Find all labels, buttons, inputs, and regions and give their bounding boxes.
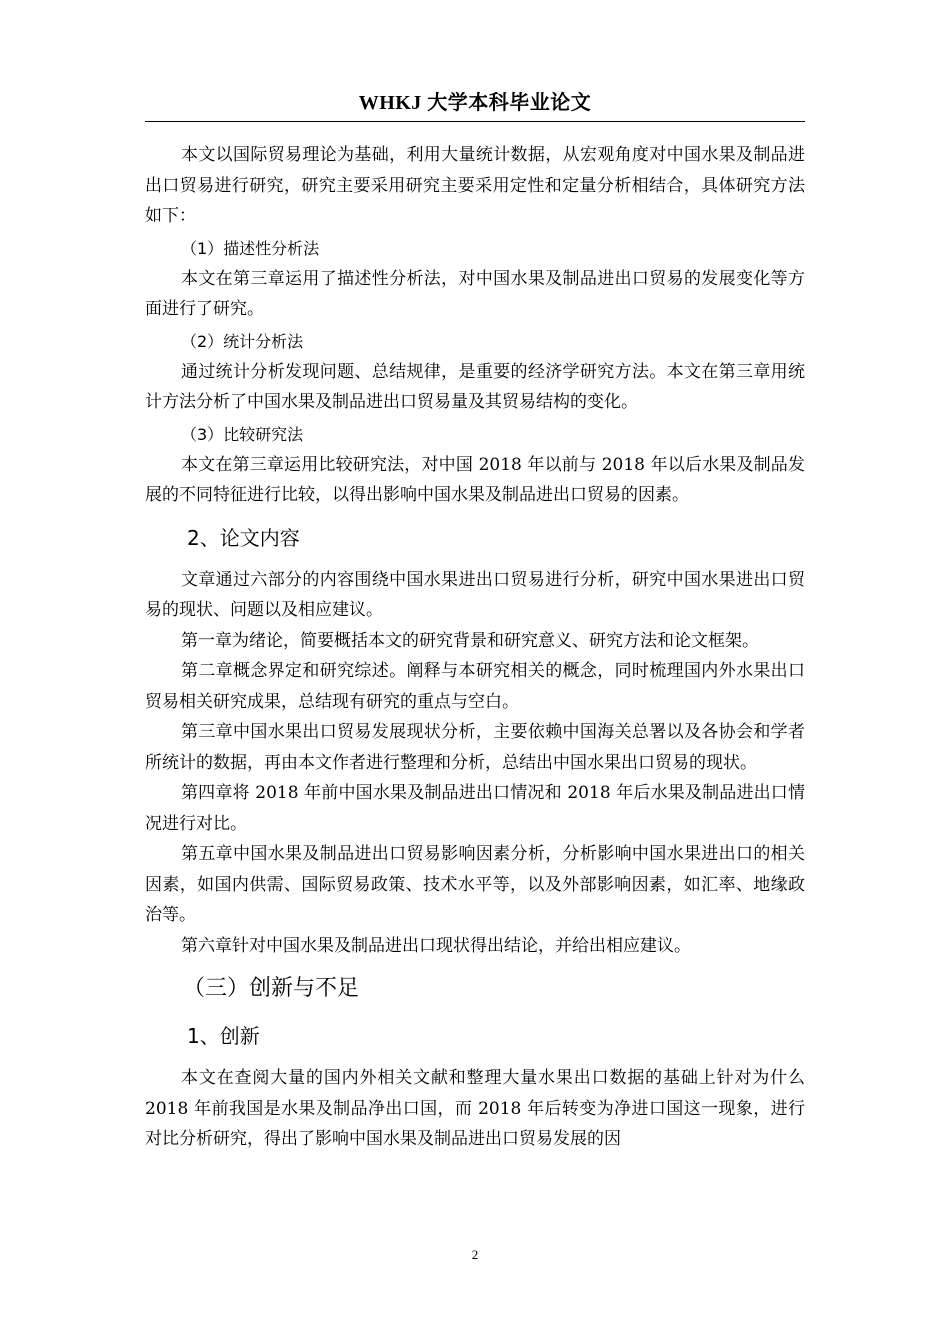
thesis-content-paragraph-5: 第四章将 2018 年前中国水果及制品进出口情况和 2018 年后水果及制品进出口情况进行对比。 xyxy=(145,783,805,834)
subsection-innovation-heading: 1、创新 xyxy=(187,1024,260,1048)
intro-paragraph: 本文以国际贸易理论为基础，利用大量统计数据，从宏观角度对中国水果及制品进出口贸易进行研究，研究主要采用研究主要采用定性和定量分析相结合，具体研究方法如下： xyxy=(145,145,805,226)
method-2-heading: （2）统计分析法 xyxy=(181,331,304,351)
body-content xyxy=(145,140,805,1155)
page-number: 2 xyxy=(471,1247,479,1262)
thesis-content-paragraph-6: 第五章中国水果及制品进出口贸易影响因素分析，分析影响中国水果进出口的相关因素，如国内供需、国际贸易政策、技术水平等，以及外部影响因素，如汇率、地缘政治等。 xyxy=(145,844,805,925)
method-3-paragraph: 本文在第三章运用比较研究法，对中国 2018 年以前与 2018 年以后水果及制品发展的不同特征进行比较，以得出影响中国水果及制品进出口贸易的因素。 xyxy=(145,454,805,505)
thesis-content-paragraph-1: 文章通过六部分的内容围绕中国水果进出口贸易进行分析，研究中国水果进出口贸易的现状、问题以及相应建议。 xyxy=(145,569,805,620)
running-header: WHKJ 大学本科毕业论文 xyxy=(145,86,805,122)
method-1-paragraph: 本文在第三章运用了描述性分析法，对中国水果及制品进出口贸易的发展变化等方面进行了研究。 xyxy=(145,268,805,319)
thesis-content-paragraph-4: 第三章中国水果出口贸易发展现状分析，主要依赖中国海关总署以及各协会和学者所统计的数据，再由本文作者进行整理和分析，总结出中国水果出口贸易的现状。 xyxy=(145,722,805,773)
thesis-content-paragraph-7: 第六章针对中国水果及制品进出口现状得出结论，并给出相应建议。 xyxy=(181,935,691,956)
innovation-paragraph: 本文在查阅大量的国内外相关文献和整理大量水果出口数据的基础上针对为什么 2018 年前我国是水果及制品净出口国，而 2018 年后转变为净进口国这一现象，进行对比分析研究，得出了影响中国水果及制品进出口贸易发展的因 xyxy=(145,1068,805,1149)
method-2-paragraph: 通过统计分析发现问题、总结规律，是重要的经济学研究方法。本文在第三章用统计方法分析了中国水果及制品进出口贸易量及其贸易结构的变化。 xyxy=(145,361,805,412)
method-3-heading: （3）比较研究法 xyxy=(181,424,304,444)
section-innovation-heading: （三）创新与不足 xyxy=(183,976,360,1001)
thesis-content-paragraph-2: 第一章为绪论，简要概括本文的研究背景和研究意义、研究方法和论文框架。 xyxy=(181,630,759,651)
section-thesis-content-heading: 2、论文内容 xyxy=(187,525,300,550)
thesis-content-paragraph-3: 第二章概念界定和研究综述。阐释与本研究相关的概念，同时梳理国内外水果出口贸易相关研究成果，总结现有研究的重点与空白。 xyxy=(145,661,805,712)
method-1-heading: （1）描述性分析法 xyxy=(181,238,320,258)
